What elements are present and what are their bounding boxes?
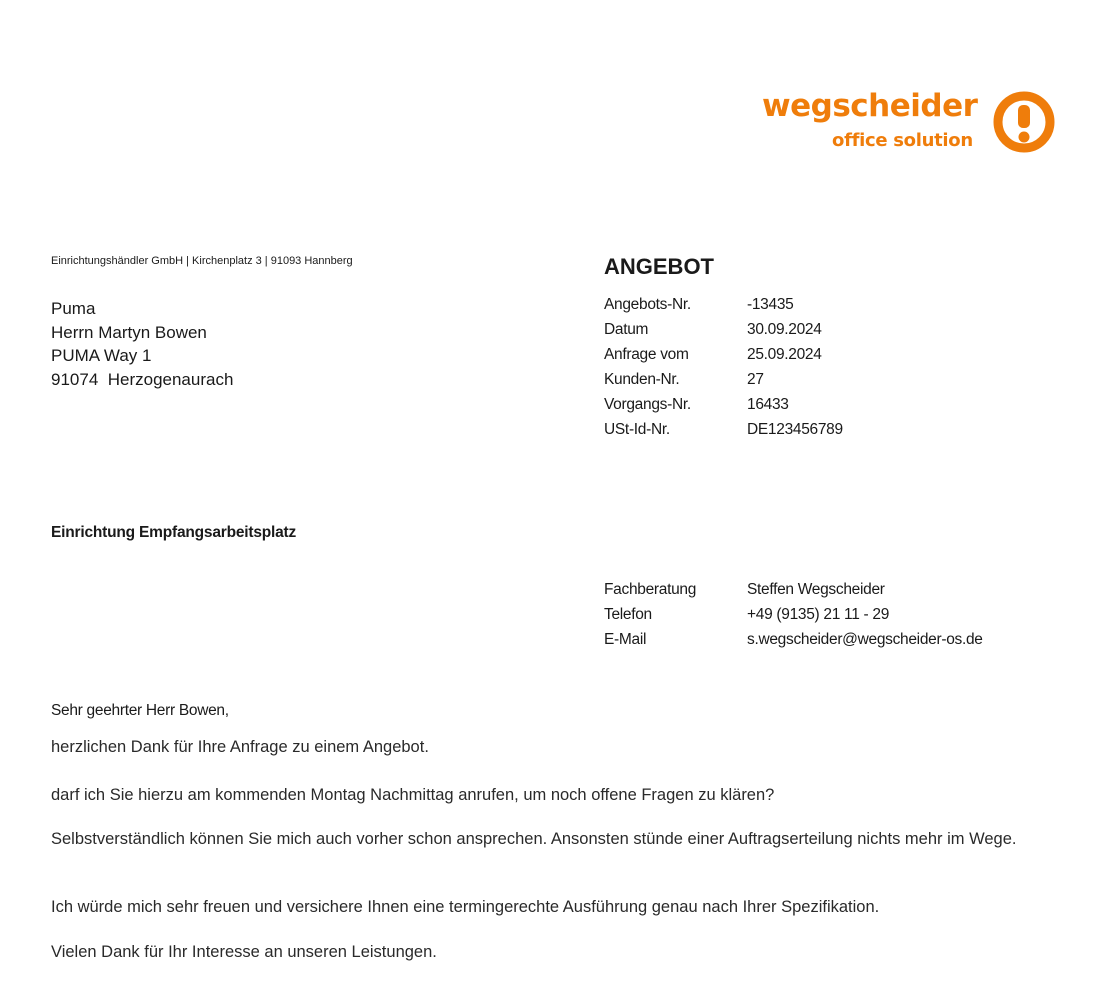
letter-salutation: Sehr geehrter Herr Bowen,: [51, 702, 229, 719]
contact-label: Telefon: [604, 606, 652, 623]
meta-label: Vorgangs-Nr.: [604, 396, 691, 413]
logo-name: wegscheider: [762, 88, 978, 124]
recipient-street: PUMA Way 1: [51, 346, 152, 365]
meta-label: Anfrage vom: [604, 346, 689, 363]
contact-value: +49 (9135) 21 11 - 29: [747, 606, 890, 623]
recipient-company: Puma: [51, 299, 96, 318]
meta-label: Angebots-Nr.: [604, 296, 691, 313]
contact-value: s.wegscheider@wegscheider-os.de: [747, 631, 983, 648]
meta-label: USt-Id-Nr.: [604, 421, 670, 438]
letter-paragraph: Selbstverständlich können Sie mich auch vorher schon ansprechen. Ansonsten stünde einer Auftragserteilung nichts mehr im Wege.: [51, 830, 1017, 848]
meta-value: 27: [747, 371, 764, 388]
meta-label: Kunden-Nr.: [604, 371, 680, 388]
letter-paragraph: darf ich Sie hierzu am kommenden Montag Nachmittag anrufen, um noch offene Fragen zu klären?: [51, 786, 775, 804]
meta-value: -13435: [747, 296, 794, 313]
letter-paragraph: herzlichen Dank für Ihre Anfrage zu einem Angebot.: [51, 738, 429, 756]
meta-value: DE123456789: [747, 421, 843, 438]
contact-label: E-Mail: [604, 631, 647, 648]
letter-paragraph: Vielen Dank für Ihr Interesse an unseren Leistungen.: [51, 943, 437, 961]
subject-line: Einrichtung Empfangsarbeitsplatz: [51, 524, 297, 541]
letter-paragraph: Ich würde mich sehr freuen und versichere Ihnen eine termingerechte Ausführung genau nach Ihrer Spezifikation.: [51, 898, 880, 916]
contact-value: Steffen Wegscheider: [747, 581, 885, 598]
sender-address-line: Einrichtungshändler GmbH | Kirchenplatz 3 | 91093 Hannberg: [51, 255, 353, 267]
meta-value: 16433: [747, 396, 789, 413]
logo-subtitle: office solution: [832, 130, 973, 151]
meta-value: 25.09.2024: [747, 346, 822, 363]
recipient-person: Herrn Martyn Bowen: [51, 322, 207, 342]
document-title: ANGEBOT: [604, 254, 714, 279]
meta-value: 30.09.2024: [747, 321, 822, 338]
meta-label: Datum: [604, 321, 649, 338]
recipient-address: [51, 297, 233, 391]
recipient-city: 91074 Herzogenaurach: [51, 369, 234, 389]
contact-label: Fachberatung: [604, 581, 697, 598]
company-logo: [762, 90, 1062, 156]
exclamation-circle-icon: [992, 90, 1056, 154]
